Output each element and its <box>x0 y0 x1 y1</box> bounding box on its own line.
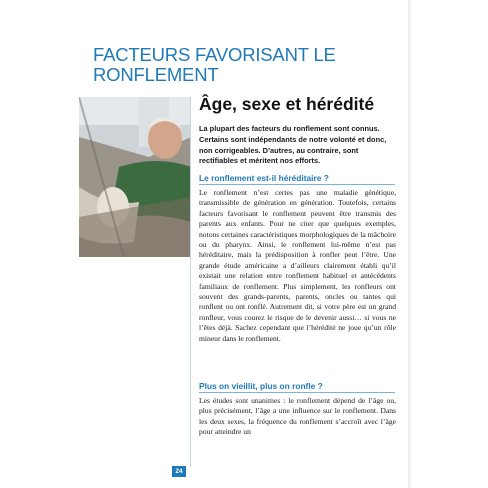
section-body-age: Les études sont unanimes : le ronflement dépend de l’âge ou, plus précisément, l’âge a une influence sur le ronflement. Dans les deux sexes, la fréquence du ronflement s’accroît avec l’âge pour atteindre un <box>199 396 396 437</box>
page-title-line-2: RONFLEMENT <box>93 64 219 85</box>
page-title-line-1: FACTEURS FAVORISANT LE <box>93 44 336 65</box>
section-question-heredity: Le ronflement est-il héréditaire ? <box>199 173 329 183</box>
man-in-hammock-photo <box>79 97 191 257</box>
page-edge-shadow <box>408 0 412 488</box>
article-heading: Âge, sexe et hérédité <box>199 94 375 114</box>
section-body-heredity: Le ronflement n’est certes pas une maladie génétique, transmissible de génération en génération. Toutefois, certains facteurs favorisant le ronflement peuvent être transmis des parents aux enfants. Pour ne citer que quelques exemples, notons certaines caractéristiques morphologiques de la mâchoire ou du pharynx. Ainsi, le ronflement lui-même n’est pas héréditaire, mais la prédisposition à ronfler peut l’être. Une grande étude américaine a d’ailleurs clairement établi qu’il existait une relation entre ronflement habituel et antécédents familiaux de ronflement. Plus simplement, les ronfleurs ont souvent des grands-parents, parents, oncles ou tantes qui ronflent ou ont ronflé. Autrement dit, si votre père est un grand ronfleur, vous courez le risque de le devenir aussi… si vous ne l’êtes déjà. Sachez cependant que l’hérédité ne joue qu’un rôle mineur dans le ronflement. <box>199 188 396 343</box>
page-title <box>93 45 393 85</box>
photo-illustration <box>79 97 191 257</box>
section-rule <box>199 184 395 185</box>
article-lead: La plupart des facteurs du ronflement sont connus. Certains sont indépendants de notre volonté et donc, non corrigeables. D’autres, au contraire, sont rectifiables et méritent nos efforts. <box>199 124 387 166</box>
section-question-age: Plus on vieillit, plus on ronfle ? <box>199 381 323 391</box>
page-number: 24 <box>172 466 186 477</box>
column-divider <box>190 97 191 467</box>
section-rule <box>199 392 395 393</box>
